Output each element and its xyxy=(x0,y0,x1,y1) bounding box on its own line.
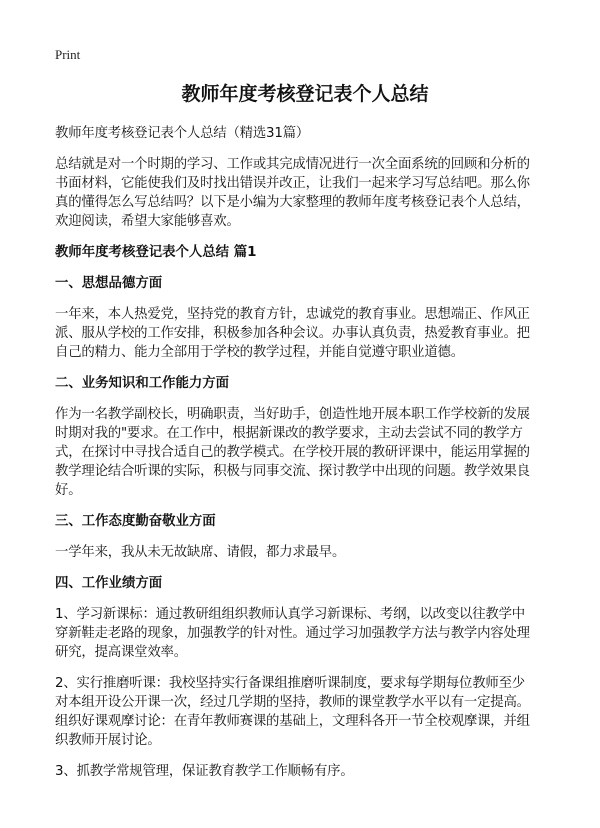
section-heading xyxy=(55,374,555,393)
print-link[interactable]: Print xyxy=(55,47,81,62)
text-line: 二、业务知识和工作能力方面 xyxy=(55,376,230,391)
section-heading xyxy=(55,574,555,593)
paragraph xyxy=(55,543,555,562)
text-line: 好。 xyxy=(55,483,82,498)
text-line: 四、工作业绩方面 xyxy=(55,576,163,591)
paragraph xyxy=(55,674,555,750)
text-line: 派、服从学校的工作安排，积极参加各种会议。办事认真负责，热爱教育事业。把 xyxy=(55,326,530,341)
document-content xyxy=(55,124,555,781)
text-line: 教学理论结合听课的实际，积极与同事交流、探讨教学中出现的问题。教学效果良 xyxy=(55,464,530,479)
text-line: 时期对我的"要求。在工作中，根据新课改的教学要求，主动去尝试不同的教学方 xyxy=(55,426,523,441)
paragraph xyxy=(55,405,555,500)
text-line: 欢迎阅读，希望大家能够喜欢。 xyxy=(55,214,240,229)
text-line: 穿新鞋走老路的现象，加强教学的针对性。通过学习加强教学方法与教学内容处理 xyxy=(55,626,530,641)
text-line: 研究，提高课堂效率。 xyxy=(55,645,187,660)
section-heading xyxy=(55,243,555,262)
text-line: 三、工作态度勤奋敬业方面 xyxy=(55,514,216,529)
text-line: 对本组开设公开课一次，经过几学期的坚持，教师的课堂教学水平以有一定提高。 xyxy=(55,695,530,710)
document-title: 教师年度考核登记表个人总结 xyxy=(181,83,429,105)
text-line: 式，在探讨中寻找合适自己的教学模式。在学校开展的教研评课中，能运用掌握的 xyxy=(55,445,530,460)
text-line: 组织好课观摩讨论：在青年教师赛课的基础上，文理科各开一节全校观摩课，并组 xyxy=(55,714,530,729)
paragraph xyxy=(55,605,555,662)
text-line: 一年来，本人热爱党，坚持党的教育方针，忠诚党的教育事业。思想端正、作风正 xyxy=(55,307,530,322)
section-heading xyxy=(55,512,555,531)
document-body xyxy=(55,80,555,793)
text-line: 教师年度考核登记表个人总结 篇1 xyxy=(55,245,257,260)
text-line: 作为一名教学副校长，明确职责，当好助手，创造性地开展本职工作学校新的发展 xyxy=(55,407,530,422)
text-line: 书面材料，它能使我们及时找出错误并改正，让我们一起来学习写总结吧。那么你 xyxy=(55,176,530,191)
text-line: 2、实行推磨听课：我校坚持实行备课组推磨听课制度，要求每学期每位教师至少 xyxy=(55,676,525,691)
paragraph xyxy=(55,155,555,231)
text-line: 教师年度考核登记表个人总结（精选31篇） xyxy=(55,126,310,141)
paragraph xyxy=(55,762,555,781)
text-line: 织教师开展讨论。 xyxy=(55,733,161,748)
text-line: 总结就是对一个时期的学习、工作或其完成情况进行一次全面系统的回顾和分析的 xyxy=(55,157,530,172)
section-heading xyxy=(55,274,555,293)
paragraph xyxy=(55,124,555,143)
text-line: 自己的精力、能力全部用于学校的教学过程，并能自觉遵守职业道德。 xyxy=(55,345,464,360)
text-line: 一、思想品德方面 xyxy=(55,276,163,291)
text-line: 真的懂得怎么写总结吗？以下是小编为大家整理的教师年度考核登记表个人总结， xyxy=(55,195,530,210)
text-line: 一学年来，我从未无故缺席、请假，都力求最早。 xyxy=(55,545,346,560)
paragraph xyxy=(55,305,555,362)
text-line: 3、抓教学常规管理，保证教育教学工作顺畅有序。 xyxy=(55,764,354,779)
text-line: 1、学习新课标：通过教研组组织教师认真学习新课标、考纲，以改变以往教学中 xyxy=(55,607,525,622)
